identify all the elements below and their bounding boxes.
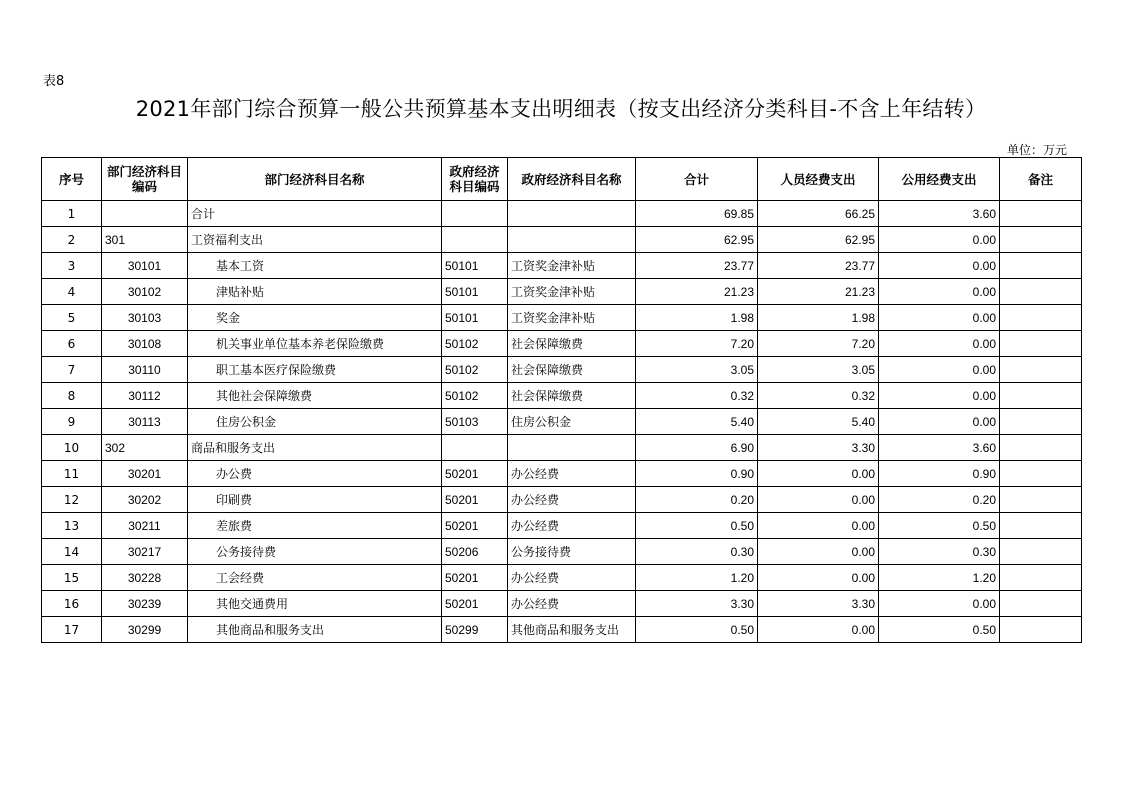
cell-seq: 9: [42, 409, 102, 435]
table-row: [42, 435, 1082, 461]
cell-dept-name: 职工基本医疗保险缴费: [188, 357, 442, 383]
cell-gov-name: 工资奖金津补贴: [508, 279, 636, 305]
cell-gov-name: 办公经费: [508, 513, 636, 539]
cell-public: 0.00: [879, 227, 1000, 253]
cell-gov-name: [508, 227, 636, 253]
cell-dept-code: 30101: [102, 253, 188, 279]
table-header-row: [42, 158, 1082, 201]
cell-total: 23.77: [636, 253, 758, 279]
header-public: 公用经费支出: [879, 158, 1000, 201]
cell-dept-name: 商品和服务支出: [188, 435, 442, 461]
cell-personnel: 1.98: [758, 305, 879, 331]
cell-gov-code: 50201: [442, 565, 508, 591]
cell-seq: 7: [42, 357, 102, 383]
cell-dept-code: 30108: [102, 331, 188, 357]
cell-remark: [1000, 253, 1082, 279]
table-row: [42, 565, 1082, 591]
cell-dept-name: 津贴补贴: [188, 279, 442, 305]
cell-personnel: 0.00: [758, 513, 879, 539]
cell-dept-name: 其他交通费用: [188, 591, 442, 617]
cell-gov-code: 50101: [442, 279, 508, 305]
cell-remark: [1000, 487, 1082, 513]
cell-total: 1.98: [636, 305, 758, 331]
cell-seq: 17: [42, 617, 102, 643]
cell-gov-code: [442, 201, 508, 227]
cell-total: 7.20: [636, 331, 758, 357]
cell-dept-name: 其他商品和服务支出: [188, 617, 442, 643]
cell-seq: 4: [42, 279, 102, 305]
cell-remark: [1000, 565, 1082, 591]
cell-remark: [1000, 435, 1082, 461]
cell-gov-code: 50201: [442, 487, 508, 513]
cell-personnel: 3.05: [758, 357, 879, 383]
cell-personnel: 5.40: [758, 409, 879, 435]
cell-public: 0.20: [879, 487, 1000, 513]
cell-public: 0.00: [879, 383, 1000, 409]
cell-personnel: 23.77: [758, 253, 879, 279]
cell-personnel: 62.95: [758, 227, 879, 253]
cell-dept-name: 工会经费: [188, 565, 442, 591]
cell-public: 0.00: [879, 305, 1000, 331]
cell-gov-code: 50206: [442, 539, 508, 565]
cell-gov-name: 社会保障缴费: [508, 383, 636, 409]
header-dept-name: 部门经济科目名称: [188, 158, 442, 201]
cell-gov-code: 50102: [442, 331, 508, 357]
cell-seq: 6: [42, 331, 102, 357]
cell-remark: [1000, 513, 1082, 539]
table-row: [42, 591, 1082, 617]
cell-gov-code: 50101: [442, 305, 508, 331]
table-row: [42, 279, 1082, 305]
cell-seq: 1: [42, 201, 102, 227]
cell-gov-code: 50102: [442, 357, 508, 383]
cell-gov-code: 50201: [442, 513, 508, 539]
cell-total: 62.95: [636, 227, 758, 253]
cell-gov-name: [508, 201, 636, 227]
cell-dept-name: 合计: [188, 201, 442, 227]
cell-dept-code: 30112: [102, 383, 188, 409]
cell-gov-name: 社会保障缴费: [508, 331, 636, 357]
cell-dept-code: 30202: [102, 487, 188, 513]
cell-total: 0.32: [636, 383, 758, 409]
cell-total: 0.50: [636, 513, 758, 539]
cell-dept-code: 30239: [102, 591, 188, 617]
cell-gov-code: [442, 227, 508, 253]
cell-remark: [1000, 591, 1082, 617]
cell-seq: 5: [42, 305, 102, 331]
header-gov-name: 政府经济科目名称: [508, 158, 636, 201]
cell-remark: [1000, 409, 1082, 435]
cell-gov-name: 住房公积金: [508, 409, 636, 435]
cell-seq: 12: [42, 487, 102, 513]
header-gov-code: 政府经济科目编码: [442, 158, 508, 201]
cell-seq: 13: [42, 513, 102, 539]
cell-remark: [1000, 305, 1082, 331]
cell-seq: 14: [42, 539, 102, 565]
cell-seq: 2: [42, 227, 102, 253]
cell-total: 1.20: [636, 565, 758, 591]
cell-dept-name: 差旅费: [188, 513, 442, 539]
cell-personnel: 0.00: [758, 461, 879, 487]
cell-public: 0.90: [879, 461, 1000, 487]
cell-dept-name: 机关事业单位基本养老保险缴费: [188, 331, 442, 357]
cell-seq: 10: [42, 435, 102, 461]
cell-personnel: 66.25: [758, 201, 879, 227]
cell-total: 6.90: [636, 435, 758, 461]
cell-public: 0.00: [879, 409, 1000, 435]
cell-remark: [1000, 539, 1082, 565]
cell-gov-name: 办公经费: [508, 565, 636, 591]
cell-seq: 16: [42, 591, 102, 617]
header-remark: 备注: [1000, 158, 1082, 201]
cell-personnel: 0.00: [758, 617, 879, 643]
cell-dept-code: 30201: [102, 461, 188, 487]
cell-gov-code: 50102: [442, 383, 508, 409]
cell-personnel: 0.00: [758, 487, 879, 513]
cell-remark: [1000, 331, 1082, 357]
cell-personnel: 0.32: [758, 383, 879, 409]
cell-dept-name: 住房公积金: [188, 409, 442, 435]
cell-personnel: 3.30: [758, 435, 879, 461]
cell-public: 1.20: [879, 565, 1000, 591]
cell-seq: 3: [42, 253, 102, 279]
cell-total: 21.23: [636, 279, 758, 305]
cell-gov-name: 工资奖金津补贴: [508, 305, 636, 331]
cell-personnel: 7.20: [758, 331, 879, 357]
header-seq: 序号: [42, 158, 102, 201]
cell-dept-code: 30103: [102, 305, 188, 331]
cell-dept-code: 30217: [102, 539, 188, 565]
table-row: [42, 227, 1082, 253]
table-row: [42, 383, 1082, 409]
cell-remark: [1000, 357, 1082, 383]
cell-total: 0.90: [636, 461, 758, 487]
cell-dept-code: 302: [102, 435, 188, 461]
cell-public: 0.00: [879, 357, 1000, 383]
cell-dept-name: 奖金: [188, 305, 442, 331]
cell-public: 0.00: [879, 279, 1000, 305]
cell-dept-code: 30113: [102, 409, 188, 435]
cell-public: 0.30: [879, 539, 1000, 565]
cell-dept-code: 301: [102, 227, 188, 253]
cell-total: 3.05: [636, 357, 758, 383]
cell-dept-name: 基本工资: [188, 253, 442, 279]
cell-total: 5.40: [636, 409, 758, 435]
cell-remark: [1000, 227, 1082, 253]
cell-seq: 15: [42, 565, 102, 591]
cell-gov-code: 50103: [442, 409, 508, 435]
cell-dept-code: [102, 201, 188, 227]
cell-gov-name: 公务接待费: [508, 539, 636, 565]
table-number: 表8: [43, 74, 65, 89]
cell-gov-name: 办公经费: [508, 461, 636, 487]
cell-dept-code: 30211: [102, 513, 188, 539]
cell-remark: [1000, 201, 1082, 227]
budget-table: [41, 157, 1082, 643]
table-row: [42, 487, 1082, 513]
cell-dept-name: 办公费: [188, 461, 442, 487]
cell-dept-code: 30102: [102, 279, 188, 305]
cell-public: 0.00: [879, 591, 1000, 617]
cell-gov-code: 50201: [442, 461, 508, 487]
cell-personnel: 0.00: [758, 539, 879, 565]
cell-gov-name: 工资奖金津补贴: [508, 253, 636, 279]
cell-total: 0.50: [636, 617, 758, 643]
cell-gov-code: 50201: [442, 591, 508, 617]
table-row: [42, 513, 1082, 539]
cell-gov-name: 社会保障缴费: [508, 357, 636, 383]
cell-remark: [1000, 461, 1082, 487]
cell-remark: [1000, 383, 1082, 409]
cell-total: 0.20: [636, 487, 758, 513]
cell-gov-code: 50101: [442, 253, 508, 279]
cell-seq: 11: [42, 461, 102, 487]
cell-total: 3.30: [636, 591, 758, 617]
table-row: [42, 617, 1082, 643]
table-row: [42, 201, 1082, 227]
cell-personnel: 21.23: [758, 279, 879, 305]
cell-public: 0.50: [879, 513, 1000, 539]
cell-dept-code: 30299: [102, 617, 188, 643]
cell-dept-name: 工资福利支出: [188, 227, 442, 253]
cell-remark: [1000, 279, 1082, 305]
cell-public: 0.50: [879, 617, 1000, 643]
cell-gov-name: 办公经费: [508, 591, 636, 617]
table-row: [42, 539, 1082, 565]
cell-personnel: 0.00: [758, 565, 879, 591]
cell-gov-name: 其他商品和服务支出: [508, 617, 636, 643]
table-row: [42, 409, 1082, 435]
cell-dept-name: 其他社会保障缴费: [188, 383, 442, 409]
cell-dept-name: 公务接待费: [188, 539, 442, 565]
header-dept-code: 部门经济科目编码: [102, 158, 188, 201]
cell-gov-name: 办公经费: [508, 487, 636, 513]
cell-gov-code: 50299: [442, 617, 508, 643]
page-title: 2021年部门综合预算一般公共预算基本支出明细表（按支出经济分类科目-不含上年结转）: [135, 97, 987, 121]
cell-gov-code: [442, 435, 508, 461]
cell-dept-code: 30228: [102, 565, 188, 591]
unit-label: 单位：万元: [1006, 143, 1067, 157]
cell-total: 0.30: [636, 539, 758, 565]
cell-public: 0.00: [879, 331, 1000, 357]
header-personnel: 人员经费支出: [758, 158, 879, 201]
cell-public: 3.60: [879, 201, 1000, 227]
cell-gov-name: [508, 435, 636, 461]
cell-seq: 8: [42, 383, 102, 409]
table-row: [42, 357, 1082, 383]
header-total: 合计: [636, 158, 758, 201]
cell-total: 69.85: [636, 201, 758, 227]
cell-personnel: 3.30: [758, 591, 879, 617]
cell-public: 0.00: [879, 253, 1000, 279]
table-row: [42, 331, 1082, 357]
table-row: [42, 461, 1082, 487]
cell-remark: [1000, 617, 1082, 643]
cell-dept-name: 印刷费: [188, 487, 442, 513]
cell-public: 3.60: [879, 435, 1000, 461]
cell-dept-code: 30110: [102, 357, 188, 383]
table-row: [42, 305, 1082, 331]
table-row: [42, 253, 1082, 279]
